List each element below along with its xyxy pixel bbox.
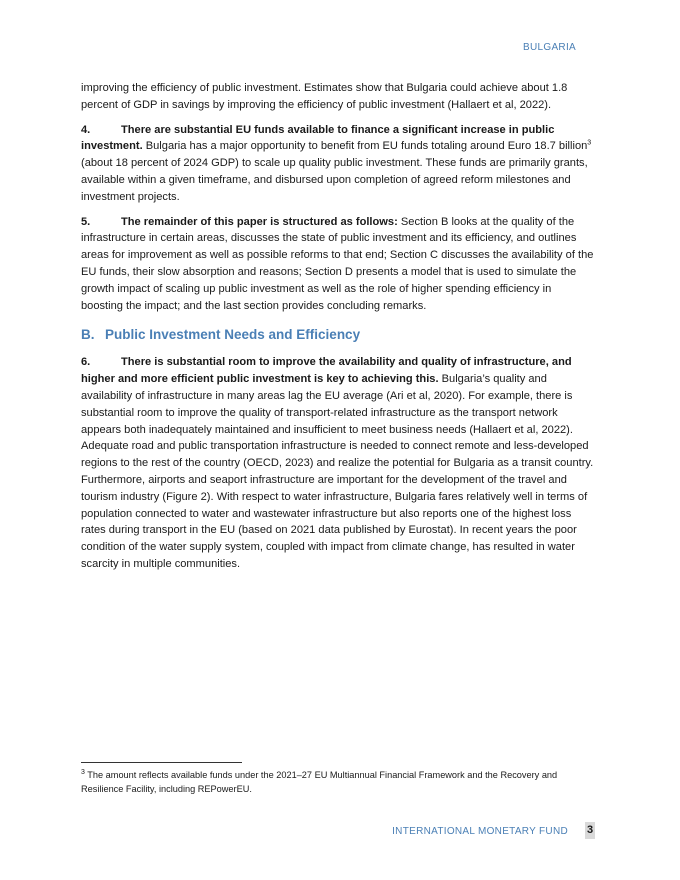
body-text xyxy=(81,80,595,581)
footnote-reference[interactable]: 3 xyxy=(587,139,592,147)
footnote-marker: 3 xyxy=(81,768,85,776)
footnote-text: The amount reflects available funds under the 2021–27 EU Multiannual Financial Framework and the Recovery and Resilience Facility, including REPowerEU. xyxy=(81,770,558,794)
paragraph-number: 6. xyxy=(81,356,91,369)
section-title: Public Investment Needs and Efficiency xyxy=(105,327,361,343)
section-letter: B. xyxy=(81,327,95,343)
paragraph-lead: The remainder of this paper is structured as follows: xyxy=(121,215,398,228)
footnote xyxy=(81,768,595,796)
paragraph-text: (about 18 percent of 2024 GDP) to scale up quality public investment. These funds are primarily grants, available within a given timeframe, and disbursed upon completion of agreed reform milestones and investment projects. xyxy=(81,157,588,203)
paragraph-lead: There are substantial EU funds available to finance a significant increase in public investment. xyxy=(81,123,555,153)
paragraph-number: 5. xyxy=(81,215,91,228)
paragraph-number: 4. xyxy=(81,123,91,136)
footnote-divider xyxy=(81,762,242,763)
paragraph-4 xyxy=(81,122,595,206)
page-number: 3 xyxy=(585,822,595,839)
paragraph-text: Section B looks at the quality of the infrastructure in certain areas, discusses the state of public investment and its efficiency, and outlines areas for improvement as well as possible reforms to that end; Section C discusses the availability of the EU funds, their slow absorption and reasons; Section D presents a model that is used to simulate the growth impact of scaling up public investment as well as the role of higher spending efficiency in boosting the impact; and the last section provides concluding remarks. xyxy=(81,215,594,312)
running-header: BULGARIA xyxy=(523,42,576,53)
paragraph-5 xyxy=(81,214,595,315)
section-heading xyxy=(81,326,595,344)
paragraph-text: Bulgaria has a major opportunity to benefit from EU funds totaling around Euro 18.7 billion xyxy=(142,140,588,153)
paragraph-continued: improving the efficiency of public investment. Estimates show that Bulgaria could achieve about 1.8 percent of GDP in savings by improving the efficiency of public investment (Hallaert et al, 2022). xyxy=(81,82,568,111)
paragraph-lead: There is substantial room to improve the availability and quality of infrastructure, and higher and more efficient public investment is key to achieving this. xyxy=(81,356,572,386)
paragraph-6 xyxy=(81,354,595,572)
paragraph-text: Bulgaria’s quality and availability of infrastructure in many areas lag the EU average (Ari et al, 2020). For example, there is substantial room to improve the quality of transport-related infrastructure as the transport network appears both inadequately maintained and insufficient to meet business needs (Hallaert et al, 2022). Adequate road and public transportation infrastructure is needed to connect remote and less-developed regions to the rest of the country (OECD, 2023) and realize the potential for Bulgaria as a transit country. Furthermore, airports and seaport infrastructure are important for the development of the travel and tourism industry (Figure 2). With respect to water infrastructure, Bulgaria fares relatively well in terms of population connected to water and wastewater infrastructure but also reports one of the highest loss rates during transport in the EU (based on 2021 data published by Eurostat). In recent years the poor condition of the water supply system, coupled with impact from climate change, has resulted in water scarcity in multiple communities. xyxy=(81,373,594,570)
running-footer: INTERNATIONAL MONETARY FUND xyxy=(392,826,568,837)
